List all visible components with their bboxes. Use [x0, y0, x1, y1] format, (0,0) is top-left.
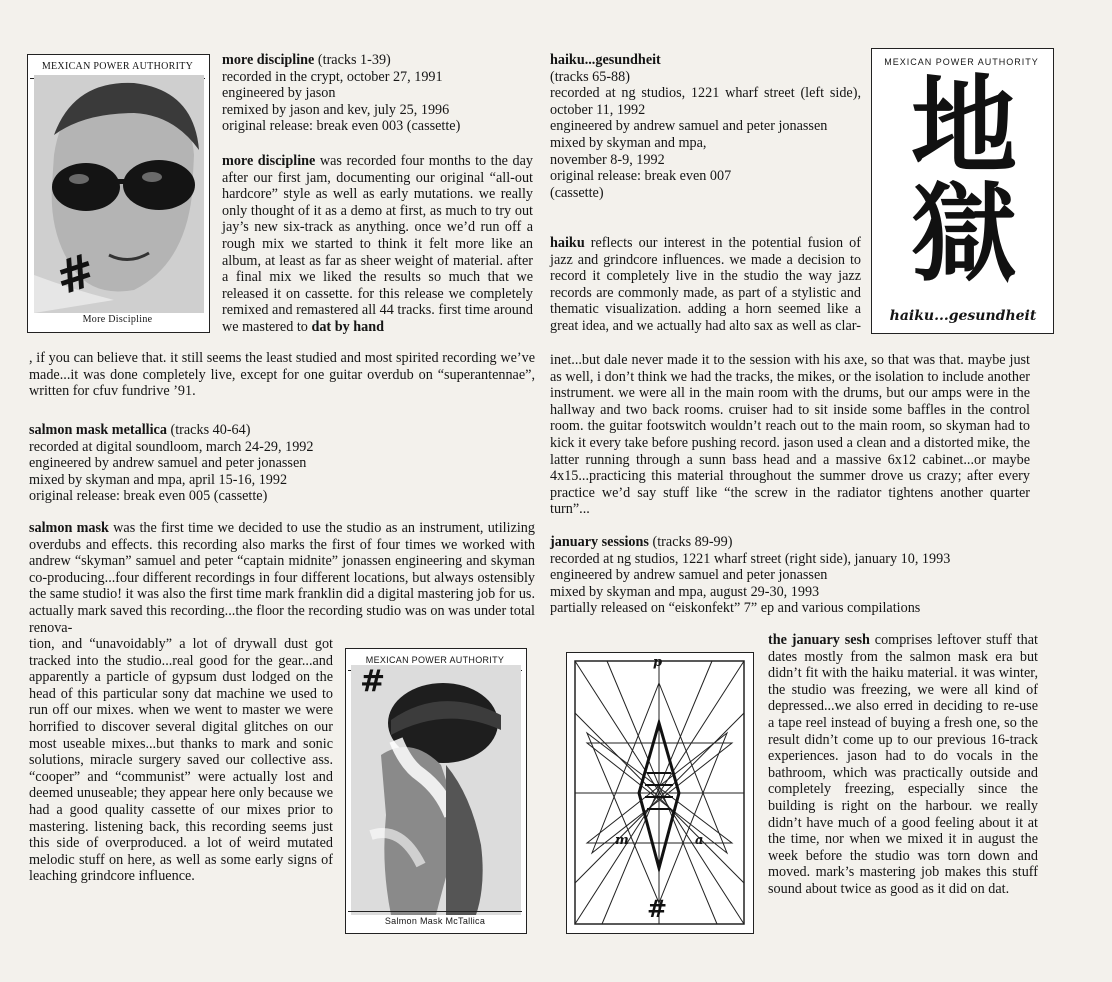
salmon-mask-details: recorded at digital soundloom, march 24-29, 1992 engineered by andrew samuel and peter jonassen mixed by skyman and mpa, april 15-16, 1992 original release: break even 005 (cassette): [29, 438, 314, 505]
salmon-mask-header: [29, 422, 539, 505]
haiku-header: [550, 52, 861, 201]
cover-bottom-caption: More Discipline: [82, 314, 153, 326]
salmon-mask-body-narrow: [29, 636, 333, 885]
more-discipline-text-2: , if you can believe that. it still seems the least studied and most spirited recording we’ve made...it was done completely live, except for one guitar overdub on “superantennae”, written for cfuv fundrive ’91.: [29, 350, 535, 400]
cover-salmon-mask: [345, 648, 527, 934]
cover-haiku: [871, 48, 1054, 334]
more-discipline-emphasis: dat by hand: [311, 318, 384, 335]
haiku-body-narrow: [550, 235, 861, 335]
cover-january: [566, 652, 754, 934]
january-header: [550, 534, 1050, 617]
cover-top-caption: MEXICAN POWER AUTHORITY: [884, 57, 1039, 67]
more-discipline-details: recorded in the crypt, october 27, 1991 engineered by jason remixed by jason and kev, july 25, 1996 original release: break even 003 (cassette): [222, 68, 461, 135]
salmon-mask-title: salmon mask metallica: [29, 422, 167, 438]
mpa-logo-icon: #: [48, 242, 102, 306]
cover-letter-p: p: [653, 655, 663, 670]
geometric-star-illustration: [567, 653, 752, 932]
january-text-1: comprises leftover stuff that dates mostly from the salmon mask era but didn’t fit with the haiku material. it was winter, the studio was freezing, we were all kind of depressed...we also erred in deciding to re-use a tape reel instead of buying a fresh one, so the result didn’t come up to our previous 16-track experiences. jason had to do vocals in the bathroom, which was practically outside and completely freezing, especially since the building is right on the harbour. we really didn’t have much of a good feeling about it at the time, nor when we mixed it in august the week before the studio was torn down and moved. mark’s mastering job makes this stuff sound about twice as good as it did on dat.: [768, 632, 1038, 897]
salmon-mask-body-wide: [29, 520, 535, 636]
cover-top-caption: MEXICAN POWER AUTHORITY: [30, 57, 205, 79]
january-lead: the january sesh: [768, 632, 870, 648]
more-discipline-lead: more discipline: [222, 153, 316, 169]
more-discipline-title: more discipline: [222, 52, 315, 68]
haiku-title: haiku...gesundheit: [550, 52, 661, 68]
january-tracks: (tracks 89-99): [648, 534, 733, 550]
haiku-body-wide: [550, 352, 1030, 518]
mpa-logo-icon: #: [647, 895, 668, 923]
masked-figure-illustration: [351, 665, 521, 915]
salmon-mask-lead: salmon mask: [29, 520, 109, 536]
salmon-mask-text-1: was the first time we decided to use the studio as an instrument, utilizing overdubs and effects. this recording also marks the first of four times we worked with andrew “skyman” samuel and peter “captain midnite” jonassen engineering and skyman co-producing...four different recordings in four different locations, but always ostensibly the same studio! it was also the first time mark franklin did a digital mastering job for us. actually mark saved this recording...the floor the recording studio was on was under total renova-: [29, 520, 535, 636]
haiku-details: (tracks 65-88) recorded at ng studios, 1221 wharf street (left side), october 11, 1992 engineered by andrew samuel and peter jonassen mixed by skyman and mpa, november 8-9, 1992 original release: break even 007 (cassette): [550, 68, 861, 201]
january-details: recorded at ng studios, 1221 wharf street (right side), january 10, 1993 engineered by andrew samuel and peter jonassen mixed by skyman and mpa, august 29-30, 1993 partially released on “eiskonfekt” 7” ep and various compilations: [550, 550, 951, 617]
kanji-calligraphy: 地獄: [911, 65, 1017, 296]
january-body-narrow: [768, 632, 1038, 898]
haiku-text-1: reflects our interest in the potential fusion of jazz and grindcore influences. we made a decision to record it completely live in the studio the way jazz records are commonly made, as part of a stylistic and thematic visualization. adding a horn seemed like a great idea, and we actually had alto sax as well as clar-: [550, 235, 861, 334]
cover-bottom-caption: haiku...gesundheit: [889, 308, 1037, 325]
cover-letter-m: m: [615, 833, 629, 848]
january-title: january sessions: [550, 534, 649, 550]
more-discipline-body-narrow: [222, 153, 533, 336]
more-discipline-tracks: (tracks 1-39): [314, 52, 391, 68]
cover-more-discipline: [27, 54, 210, 333]
cover-top-caption: MEXICAN POWER AUTHORITY: [348, 651, 522, 671]
more-discipline-header: [222, 52, 542, 135]
cover-letter-a: a: [695, 833, 704, 848]
cover-bottom-caption: Salmon Mask McTallica: [348, 911, 522, 931]
haiku-lead: haiku: [550, 235, 585, 251]
salmon-mask-tracks: (tracks 40-64): [166, 422, 251, 438]
more-discipline-text-1: was recorded four months to the day after our first jam, documenting our original “all-out hardcore” style as well as early mutations. we really only thought of it as a demo at first, as much to try out jay’s new six-track as anything. once we’d run off a rough mix we started to think it felt more like an album, at least as far as sheer weight of material. after a final mix we liked the results so much that we released it on cassette. for this release we completely remixed and remastered all 44 tracks. first time around we mastered to: [222, 153, 533, 335]
mpa-logo-icon: #: [360, 664, 386, 699]
more-discipline-body-wide: [29, 350, 535, 400]
salmon-mask-text-2: tion, and “unavoidably” a lot of drywall dust got tracked into the studio...real good for the gear...and apparently a particle of gypsum dust lodged on the head of this particular sony dat machine we used to run off our mixes. when we went to master we were horrified to discover several digital glitches on our most useable mixes...but thanks to mark and sonic solutions, miracle surgery saved our collective ass. “cooper” and “communist” were actually lost and deemed unuseable; they appear here only because we had a good quality cassette of our mixes prior to mastering. listening back, this recording seems just this side of overproduced. a lot of weird mutated melodic stuff on here, as well as some early signs of leaching grindcore influence.: [29, 636, 333, 885]
haiku-text-2: inet...but dale never made it to the session with his axe, so that was that. maybe just as well, i don’t think we had the tracks, the mikes, or the isolation to include another instrument. we were all in the main room with the drums, but our amps were in the hallway and two back rooms. cruiser had to sit inside some baffles in the control room. the guitar footswitch wouldn’t reach out to the main room, so skyman had to kick it every take before pushing record. jason used a clean and a distorted mike, the latter running through a sunn bass head and a massive 6x12 cabinet...or maybe 4x15...practicing this material throughout the summer drove us crazy; after every practice we’d say stuff like “the screw in the radiator tightens another quarter turn”...: [550, 352, 1030, 518]
